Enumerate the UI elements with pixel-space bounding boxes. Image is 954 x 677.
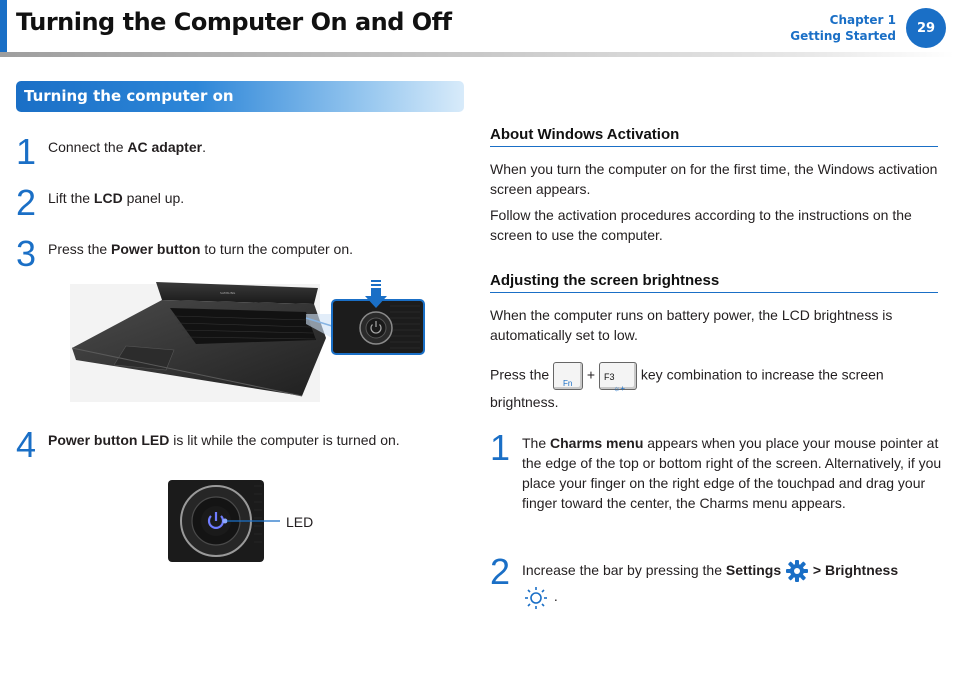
brightness-sun-icon [522, 585, 550, 611]
step-text: Increase the bar by pressing the Settings > Brightness . [522, 557, 942, 611]
step-text: The Charms menu appears when you place your mouse pointer at the edge of the top or bottom right of the screen. Alternatively, if you place your finger on the right edge of the touchpad and drag your finger toward the center, the Charms menu appears. [522, 435, 942, 511]
chapter-number: Chapter 1 [829, 13, 896, 27]
step-text: Lift the LCD panel up. [48, 190, 185, 206]
step-number: 2 [16, 182, 37, 223]
step-text: Power button LED is lit while the computer is turned on. [48, 432, 400, 448]
page-title: Turning the Computer On and Off [16, 8, 452, 36]
key-combination-paragraph: Press the Fn + F3 ☼+ key combination to increase the screen brightness. [490, 362, 940, 415]
led-label: LED [286, 514, 314, 530]
f3-key-icon: F3 ☼+ [599, 362, 637, 390]
brightness-heading: Adjusting the screen brightness [490, 272, 938, 293]
chapter-name: Getting Started [790, 29, 896, 43]
header-accent-bar [0, 0, 7, 52]
brightness-paragraph-1: When the computer runs on battery power, the LCD brightness is automatically set to low. [490, 307, 893, 343]
page-number-badge: 29 [906, 8, 946, 48]
step-number: 4 [16, 424, 37, 465]
step-number: 1 [490, 427, 511, 468]
step-number: 2 [490, 551, 511, 592]
laptop-power-button-illustration [70, 278, 430, 406]
chapter-label [790, 12, 896, 44]
section-header [16, 81, 464, 112]
activation-heading: About Windows Activation [490, 126, 938, 147]
fn-key-icon: Fn [553, 362, 583, 390]
header-divider [0, 52, 954, 57]
section-title: Turning the computer on [24, 87, 234, 105]
step-text: Connect the AC adapter. [48, 139, 206, 155]
step-number: 1 [16, 131, 37, 172]
activation-paragraph-1: When you turn the computer on for the first time, the Windows activation screen appears. [490, 161, 938, 197]
laptop-brand-text: SAMSUNG [220, 291, 236, 295]
step-text: Press the Power button to turn the computer on. [48, 241, 353, 257]
step-number: 3 [16, 233, 37, 274]
activation-paragraph-2: Follow the activation procedures according to the instructions on the screen to use the computer. [490, 207, 912, 243]
settings-gear-icon [785, 559, 809, 583]
